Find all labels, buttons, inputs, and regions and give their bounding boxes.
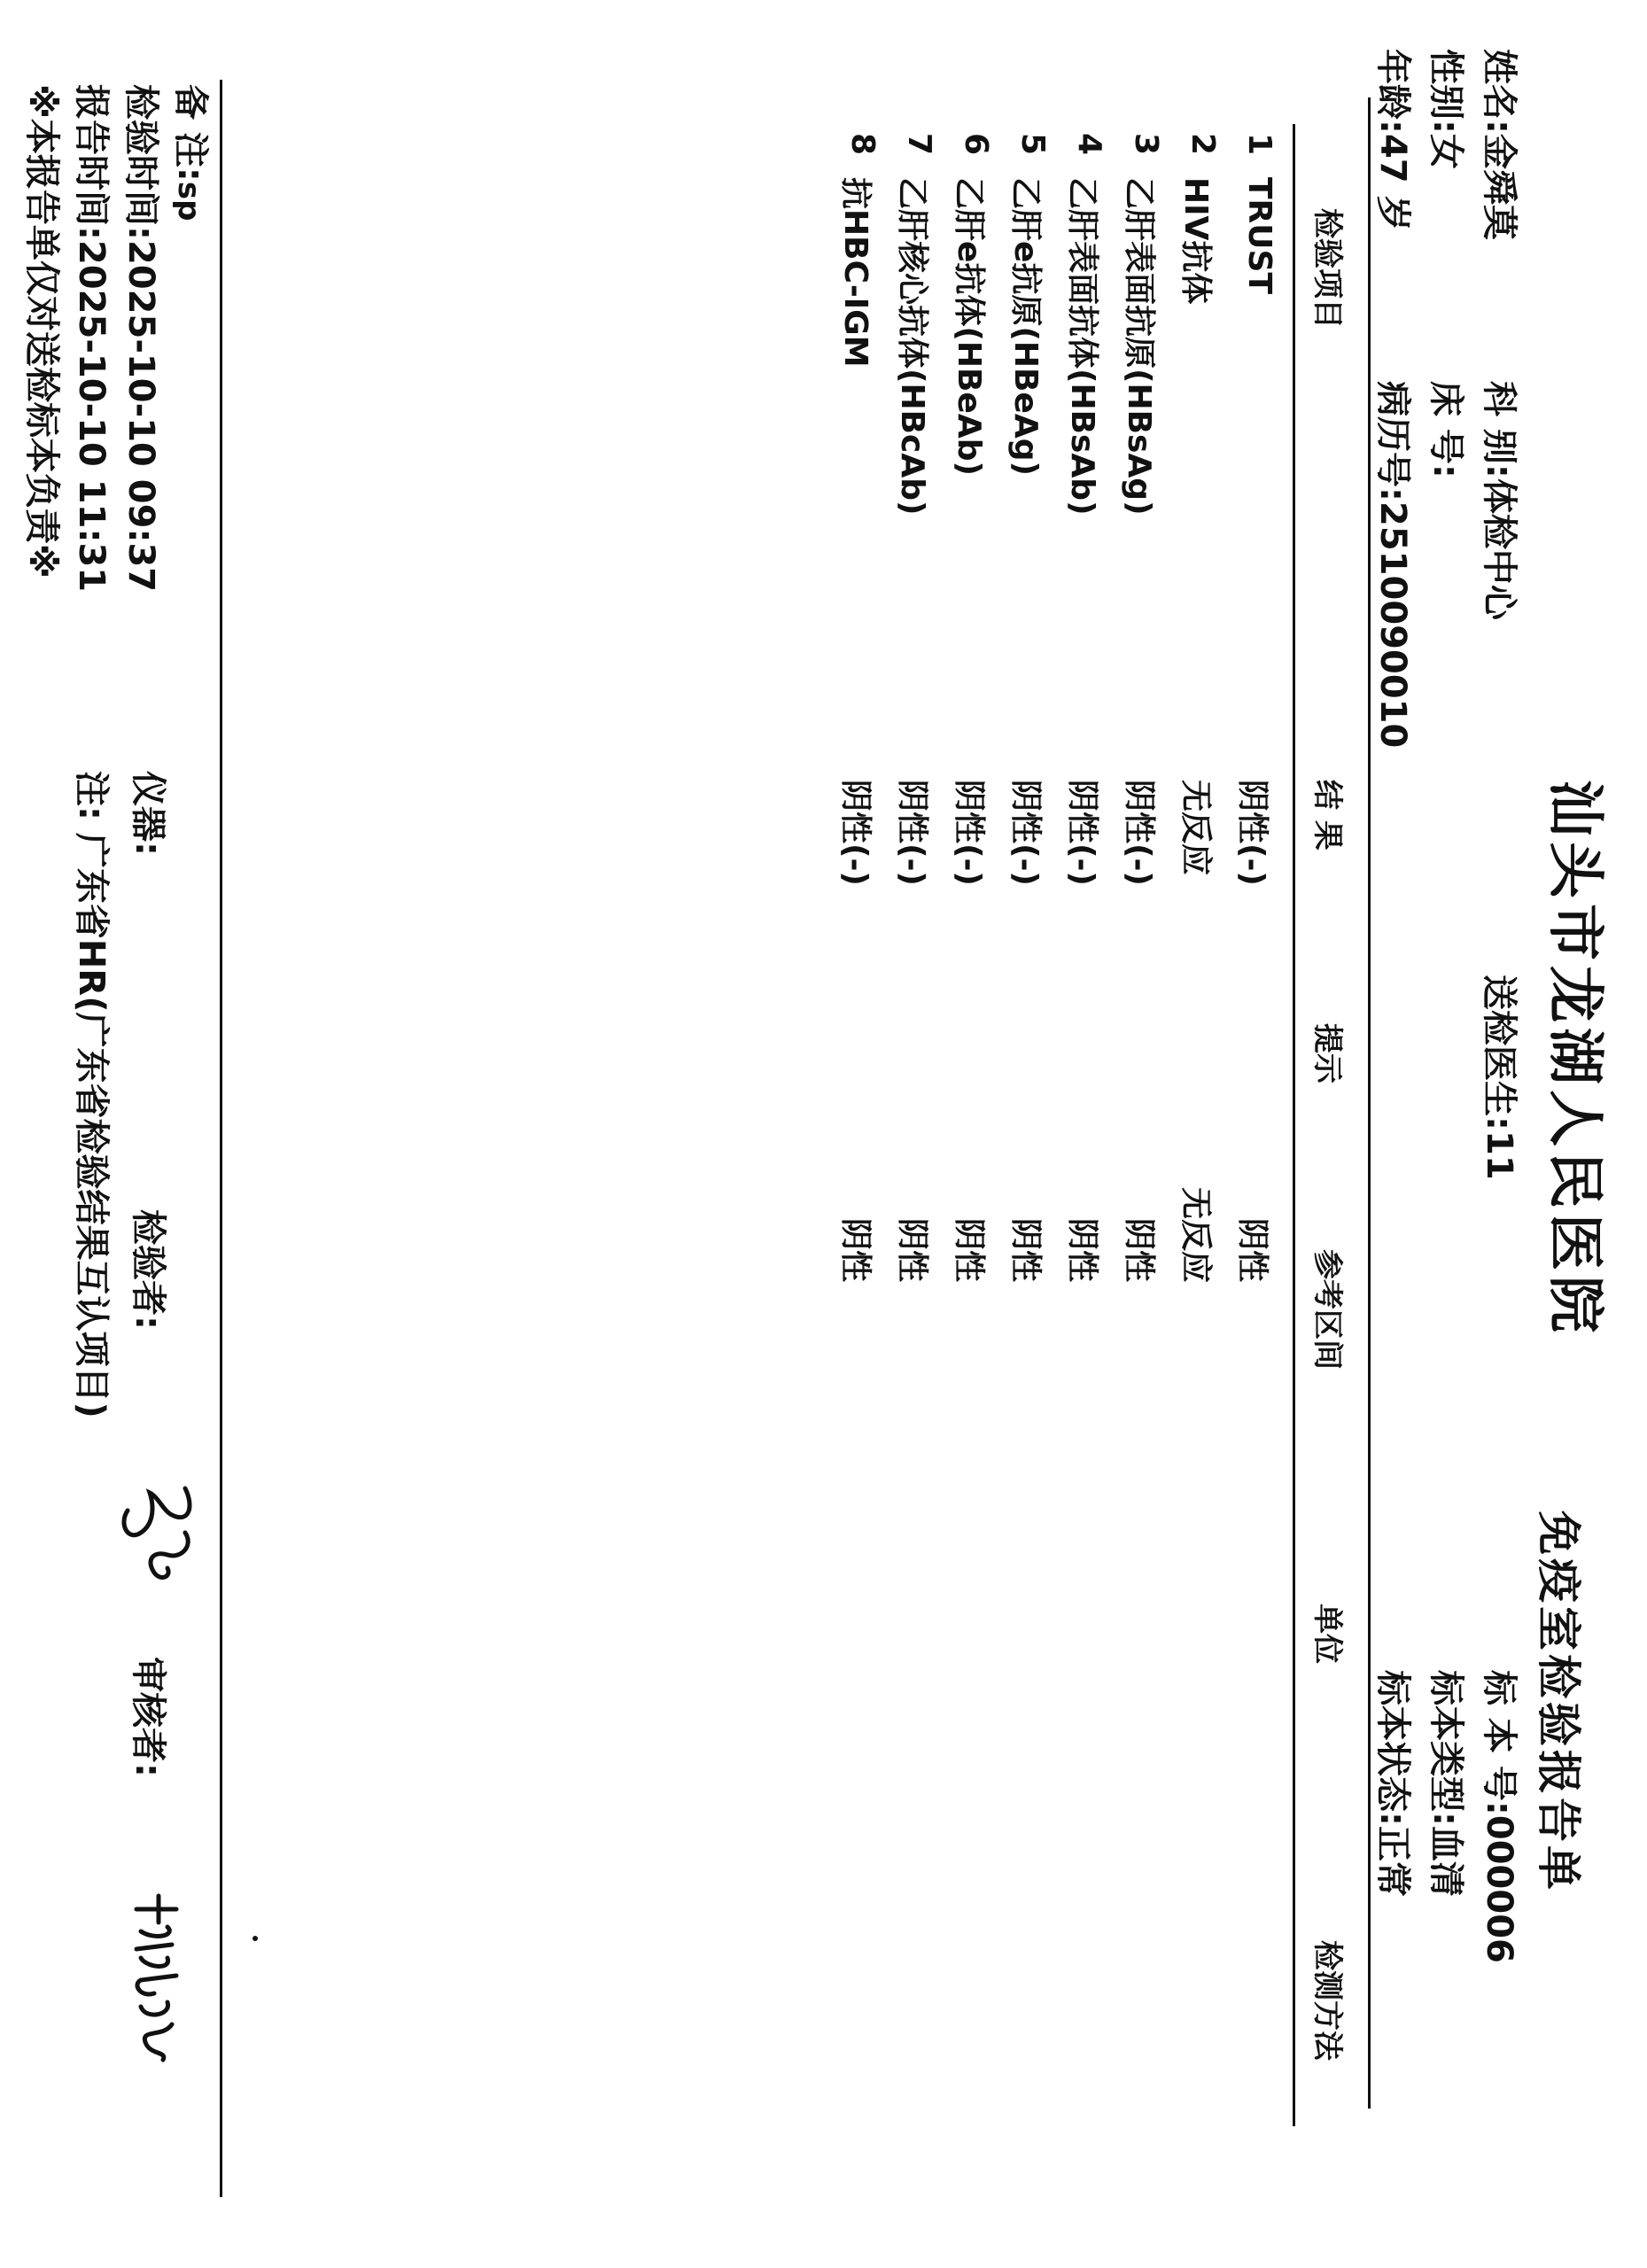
row-number: 6 [958,133,994,156]
hospital-name: 汕头市龙湖人民医院 [1542,780,1608,1338]
row-item: TRUST [1241,177,1278,294]
row-reference: 阴性 [837,1218,874,1283]
patient-name-field [1477,49,1527,240]
record-label: 病历号: [1372,381,1413,501]
report-time: 2025-10-10 11:31 [71,240,112,593]
department: 体检中心 [1479,478,1519,620]
header-top-rule [1368,97,1371,2109]
patient-sex-field [1424,49,1474,169]
table-row [1178,0,1221,2126]
row-number: 3 [1128,133,1164,156]
specimen-state: 正常 [1372,1826,1413,1897]
row-result: 阴性(-) [894,780,930,886]
row-item: 乙肝e抗体(HBeAb) [951,177,987,476]
specimen-state-label: 标本状态: [1372,1670,1413,1826]
row-reference: 阴性 [1064,1218,1100,1283]
specimen-type-field [1424,1670,1474,1897]
column-hint: 提示 [1309,1023,1345,1084]
instrument-field [126,771,176,856]
test-time-field [119,84,169,592]
column-item: 检验项目 [1309,208,1345,329]
disclaimer: ※本报告单仅对送检标本负责※ [21,84,62,579]
inspector-label: 检验者: [128,1209,168,1330]
specimen-number-field [1477,1670,1527,1963]
row-result: 无反应 [1177,780,1214,876]
column-result: 结 果 [1309,780,1345,850]
table-row [1122,0,1164,2126]
row-result: 阴性(-) [837,780,874,886]
specimen-type: 血清 [1426,1826,1466,1897]
patient-age-label: 年龄: [1372,49,1413,134]
remark-value: sp [171,181,206,221]
patient-age-field [1371,49,1421,231]
remark-label: 备 注: [170,84,211,182]
header-bottom-rule [1293,124,1295,2126]
column-reference: 参考区间 [1309,1249,1345,1370]
instrument-label: 仪器: [128,771,168,856]
row-result: 阴性(-) [1064,780,1100,886]
row-item: 乙肝核心抗体(HBcAb) [894,177,930,516]
reviewer-label: 审核者: [128,1657,168,1777]
row-result: 阴性(-) [1234,780,1270,886]
row-result: 阴性(-) [951,780,987,886]
department-field [1477,381,1527,620]
test-time-label: 检验时间: [120,84,161,240]
row-reference: 阴性 [894,1218,930,1283]
row-reference: 无反应 [1177,1187,1214,1284]
table-row [952,0,994,2126]
bed-label: 床 号: [1426,381,1466,478]
remark-field [168,84,219,221]
inspector-field [126,1209,176,1330]
row-reference: 阴性 [1234,1218,1270,1283]
patient-name-label: 姓名: [1479,49,1519,134]
report-time-field [69,84,120,592]
row-reference: 阴性 [951,1218,987,1283]
row-item: HIV抗体 [1177,177,1214,305]
table-row [1235,0,1278,2126]
patient-sex-label: 性别: [1426,49,1466,134]
row-result: 阴性(-) [1121,780,1157,886]
row-number: 8 [844,133,881,156]
row-item: 乙肝表面抗体(HBsAb) [1064,177,1100,516]
report-title: 免疫室检验报告单 [1533,1511,1585,1893]
footer-rule [220,80,222,2197]
doctor-field [1477,975,1527,1180]
specimen-number: 000006 [1479,1814,1519,1963]
row-number: 7 [901,133,937,156]
doctor-label: 送检医生: [1479,975,1519,1130]
row-number: 1 [1241,133,1278,156]
patient-sex: 女 [1426,134,1466,169]
reviewer-signature [114,1887,194,2073]
specimen-state-field [1371,1670,1421,1897]
row-number: 2 [1185,133,1221,156]
row-result: 阴性(-) [1007,780,1044,886]
row-item: 乙肝表面抗原(HBsAg) [1121,177,1157,516]
row-reference: 阴性 [1007,1218,1044,1283]
bed-field [1424,381,1474,478]
doctor-name: 11 [1479,1130,1519,1180]
test-time: 2025-10-10 09:37 [120,240,161,593]
row-item: 乙肝e抗原(HBeAg) [1007,177,1044,476]
specimen-type-label: 标本类型: [1426,1670,1466,1826]
row-number: 5 [1014,133,1051,156]
patient-name: 金舜莫 [1479,134,1519,240]
specimen-number-label: 标 本 号: [1479,1670,1519,1815]
department-label: 科 别: [1479,381,1519,478]
column-method: 检测方法 [1309,1940,1345,2061]
report-time-label: 报告时间: [71,84,112,240]
inspector-signature [114,1471,203,1595]
table-row [895,0,937,2126]
row-item: 抗HBC-IGM [837,177,874,368]
table-row [838,0,881,2126]
row-reference: 阴性 [1121,1218,1157,1283]
record-number: 2510090010 [1372,501,1413,749]
record-field [1371,381,1421,748]
row-number: 4 [1071,133,1107,156]
mutual-recognition-note: 注: 广东省HR(广东省检验结果互认项目) [71,771,112,1418]
table-row [1008,0,1051,2126]
table-row [1065,0,1107,2126]
reviewer-field [126,1657,176,1777]
patient-age: 47 岁 [1372,134,1413,231]
column-unit: 单位 [1309,1604,1345,1664]
scan-speck [252,1936,258,1941]
